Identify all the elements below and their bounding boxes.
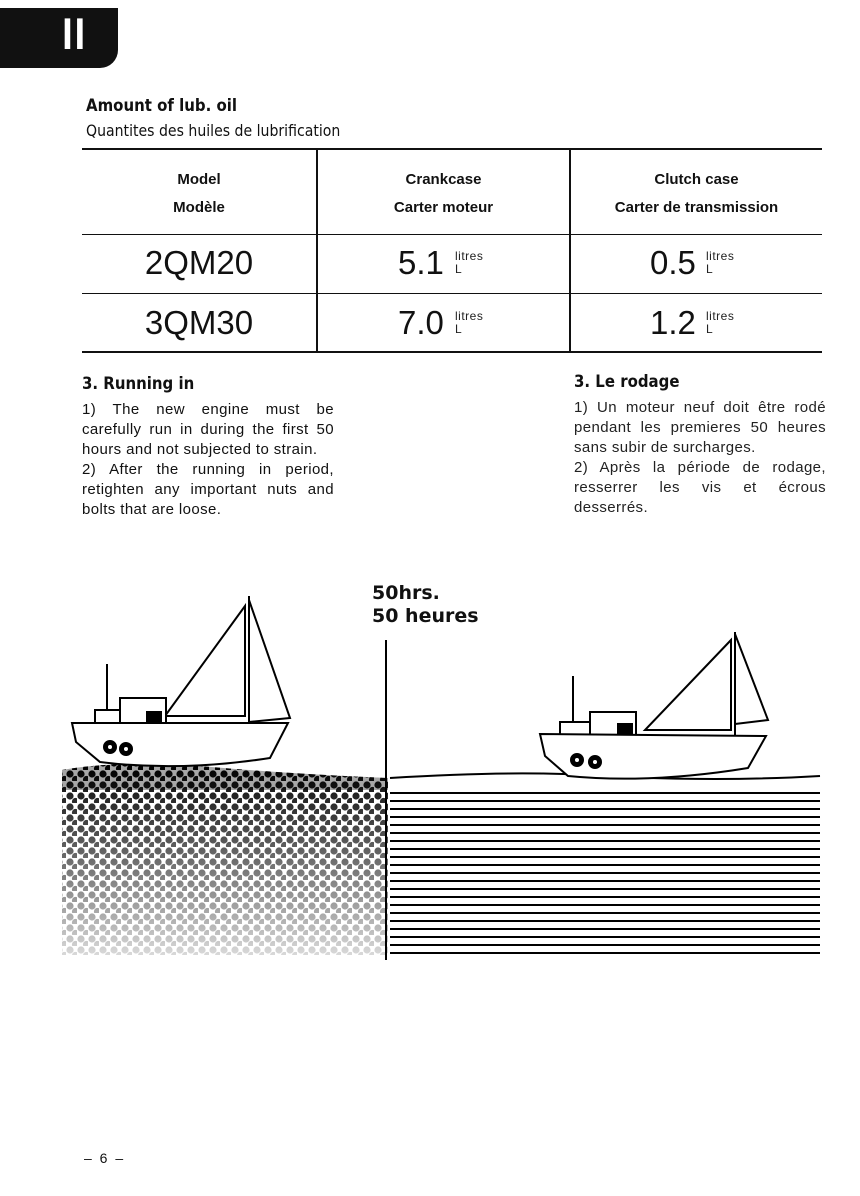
row-crankcase-value: 7.0 (398, 304, 444, 341)
oil-section-title-en: Amount of lub. oil (86, 96, 238, 116)
dotted-water (62, 764, 388, 955)
header-clutch-fr: Carter de transmission (614, 199, 779, 216)
running-in-en-item: 1) The new engine must be carefully run in during the first 50 hours and not subjected to strain. (82, 401, 334, 458)
row-clutch-unit: litres L (706, 249, 735, 276)
running-in-title-en: 3. Running in (82, 374, 195, 394)
running-in-en-item: 2) After the running in period, retighten any important nuts and bolts that are loose. (82, 461, 334, 518)
section-tab-label: II (62, 10, 87, 59)
row-model: 2QM20 (144, 244, 254, 281)
boat-before (72, 596, 290, 766)
marker-label-en: 50hrs. (372, 582, 440, 604)
row-clutch-value: 0.5 (650, 244, 696, 281)
running-in-title-fr: 3. Le rodage (574, 372, 680, 392)
header-crankcase-fr: Carter moteur (393, 199, 494, 216)
header-crankcase-en: Crankcase (405, 171, 482, 188)
running-in-fr-item: 2) Après la période de rodage, resserrer les vis et écrous desserrés. (574, 459, 826, 516)
row-crankcase-unit: litres L (455, 309, 484, 336)
lined-water (390, 773, 820, 956)
page-number: – 6 – (84, 1150, 126, 1166)
row-clutch-unit: litres L (706, 309, 735, 336)
row-clutch-value: 1.2 (650, 304, 696, 341)
row-crankcase-unit: litres L (455, 249, 484, 276)
header-clutch-en: Clutch case (654, 171, 739, 188)
header-model-en: Model (177, 171, 221, 188)
boat-after (540, 632, 768, 779)
row-model: 3QM30 (144, 304, 254, 341)
row-crankcase-value: 5.1 (398, 244, 444, 281)
header-model-fr: Modèle (173, 199, 225, 216)
marker-label-fr: 50 heures (372, 605, 479, 627)
running-in-fr-item: 1) Un moteur neuf doit être rodé pendant les premieres 50 heures sans subir de surcharges. (574, 399, 826, 456)
oil-section-title-fr: Quantites des huiles de lubrification (86, 121, 341, 140)
